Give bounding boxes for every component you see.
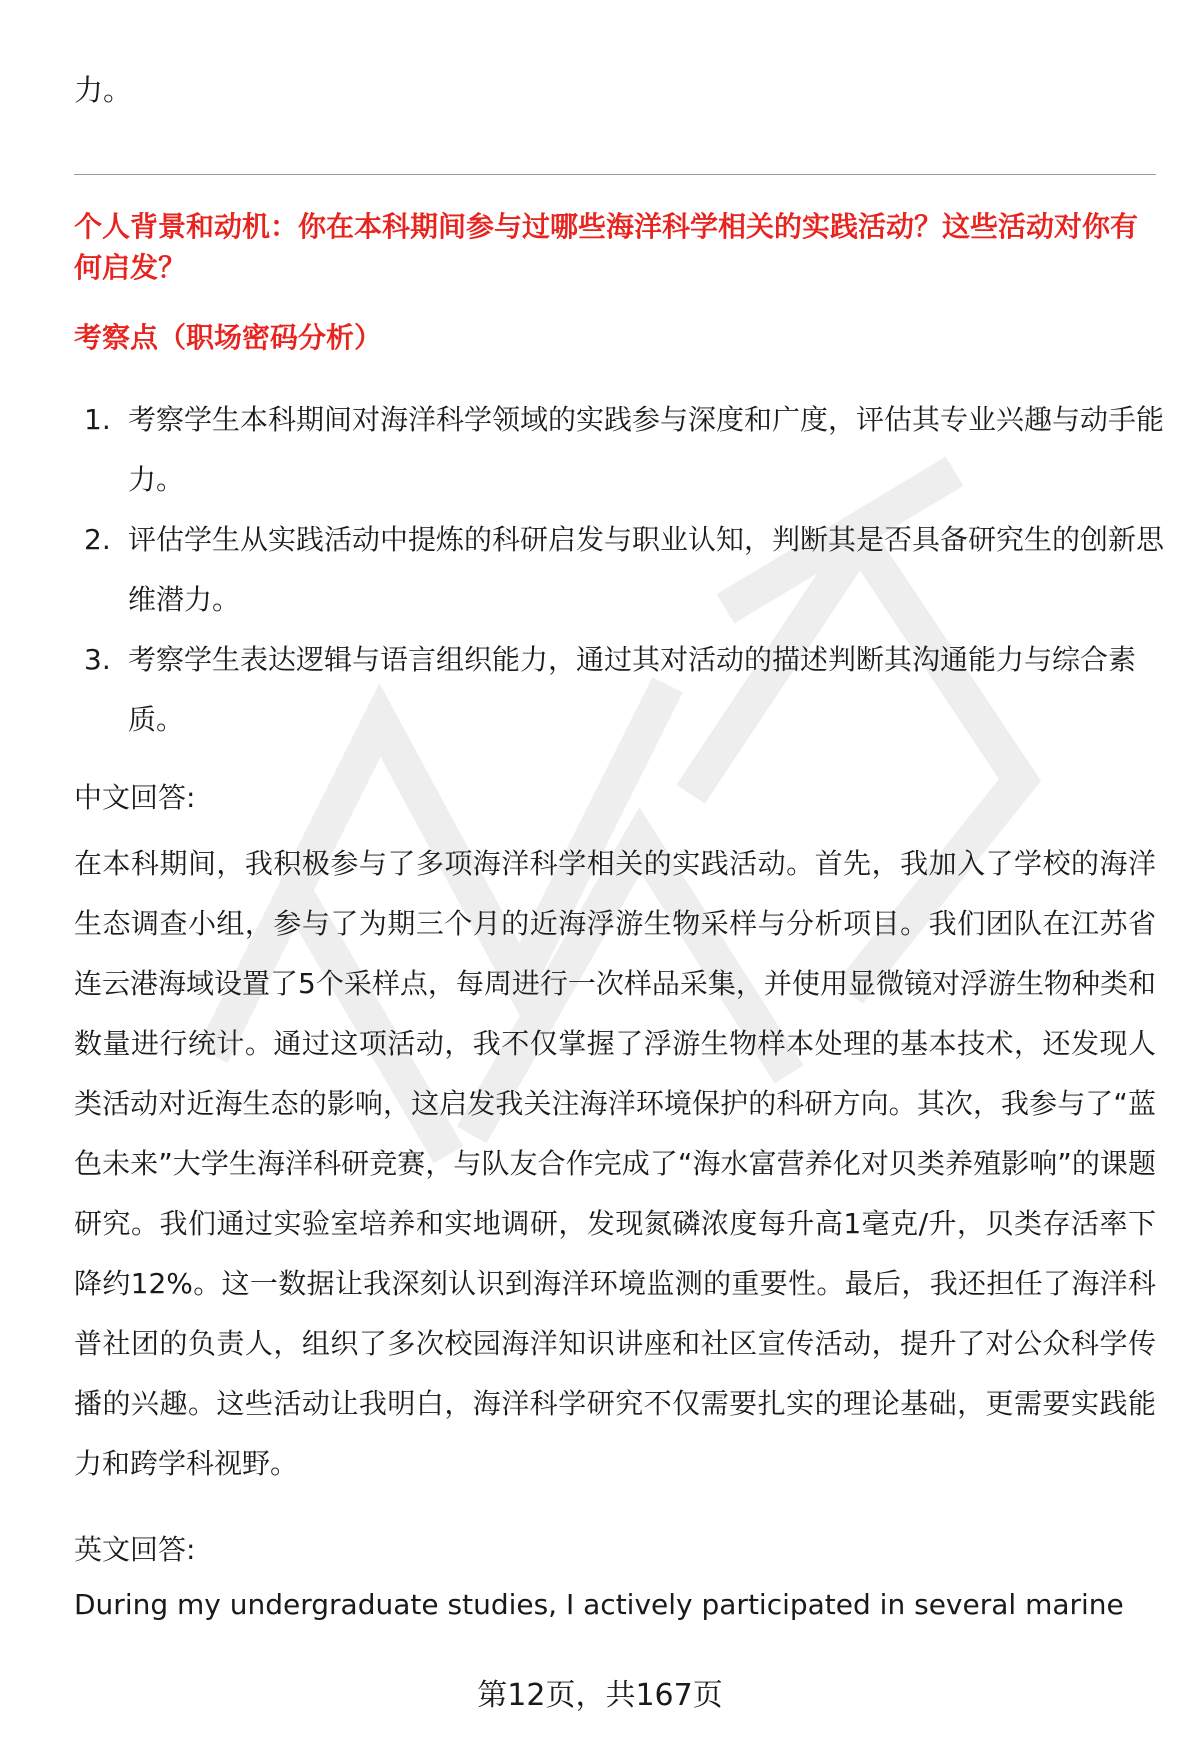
english-answer-text: During my undergraduate studies, I actively participated in several marine (74, 1588, 1124, 1621)
list-item (84, 390, 1164, 510)
list-item (84, 510, 1164, 630)
english-answer-label: 英文回答: (74, 1533, 196, 1566)
list-item (84, 630, 1164, 750)
list-item-number: 3. (84, 643, 111, 676)
points-heading: 考察点（职场密码分析） (74, 321, 383, 354)
list-item-text: 考察学生本科期间对海洋科学领域的实践参与深度和广度，评估其专业兴趣与动手能力。 (128, 403, 1165, 496)
list-item-text: 考察学生表达逻辑与语言组织能力，通过其对活动的描述判断其沟通能力与综合素质。 (128, 643, 1137, 736)
chinese-answer-label: 中文回答: (74, 781, 196, 814)
question-heading: 个人背景和动机：你在本科期间参与过哪些海洋科学相关的实践活动？这些活动对你有何启发？ (74, 210, 1139, 284)
list-item-text: 评估学生从实践活动中提炼的科研启发与职业认知，判断其是否具备研究生的创新思维潜力。 (128, 523, 1165, 616)
list-item-number: 1. (84, 403, 111, 436)
section-divider (74, 174, 1156, 175)
continued-text: 力。 (74, 73, 133, 107)
page-number: 第12页，共167页 (477, 1678, 723, 1713)
chinese-answer-text: 在本科期间，我积极参与了多项海洋科学相关的实践活动。首先，我加入了学校的海洋生态调查小组，参与了为期三个月的近海浮游生物采样与分析项目。我们团队在江苏省连云港海域设置了5个采样点，每周进行一次样品采集，并使用显微镜对浮游生物种类和数量进行统计。通过这项活动，我不仅掌握了浮游生物样本处理的基本技术，还发现人类活动对近海生态的影响，这启发我关注海洋环境保护的科研方向。其次，我参与了“蓝色未来”大学生海洋科研竞赛，与队友合作完成了“海水富营养化对贝类养殖影响”的课题研究。我们通过实验室培养和实地调研，发现氮磷浓度每升高1毫克/升，贝类存活率下降约12%。这一数据让我深刻认识到海洋环境监测的重要性。最后，我还担任了海洋科普社团的负责人，组织了多次校园海洋知识讲座和社区宣传活动，提升了对公众科学传播的兴趣。这些活动让我明白，海洋科学研究不仅需要扎实的理论基础，更需要实践能力和跨学科视野。 (74, 847, 1156, 1480)
list-item-number: 2. (84, 523, 111, 556)
assessment-points-list (84, 390, 1164, 750)
